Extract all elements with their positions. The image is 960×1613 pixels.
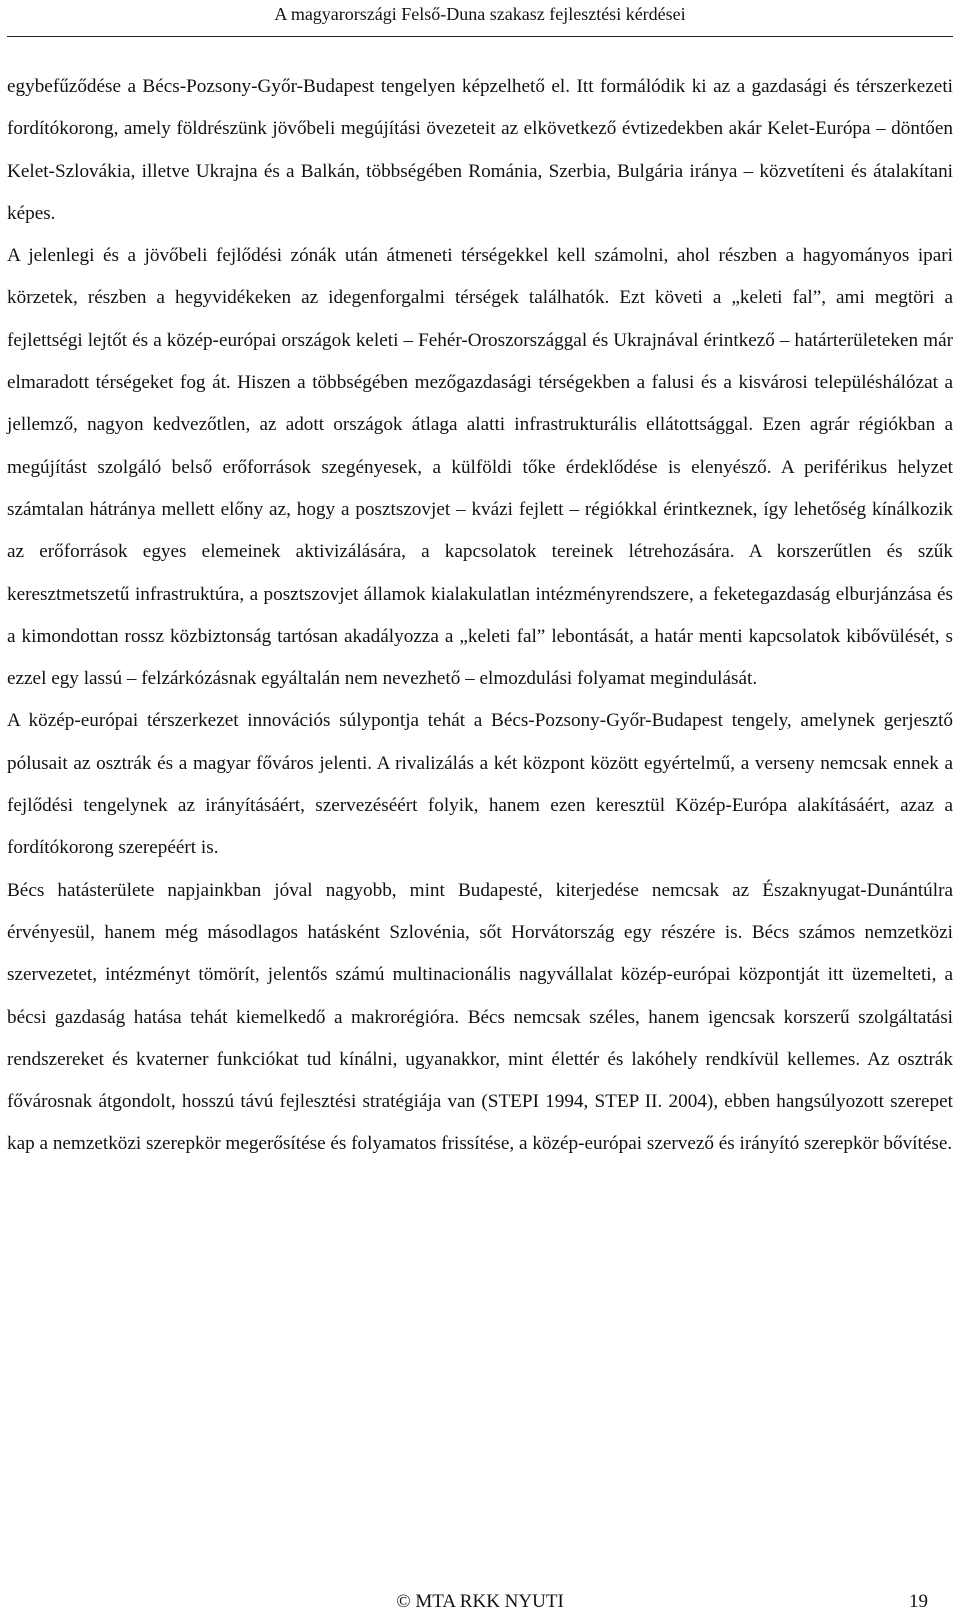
header-rule xyxy=(7,36,953,37)
paragraph: A jelenlegi és a jövőbeli fejlődési zónák után átmeneti térségekkel kell számolni, ahol részben a hagyományos ipari körzetek, részben a hegyvidékeken az idegenforgalmi térségek találhatók. Ezt követi a „keleti fal”, ami megtöri a fejlettségi lejtőt és a közép-európai országok keleti – Fehér-Oroszországgal és Ukrajnával érintkező – határterületeken már elmaradott térségeket fog át. Hiszen a többségében mezőgazdasági térségekben a falusi és a kisvárosi településhálózat a jellemző, nagyon kedvezőtlen, az adott országok átlaga alatti infrastrukturális ellátottsággal. Ezen agrár régiókban a megújítást szolgáló belső erőforrások szegényesek, a külföldi tőke érdeklődése is elenyésző. A periférikus helyzet számtalan hátránya mellett előny az, hogy a posztszovjet – kvázi fejlett – régiókkal érintkeznek, így lehetőség kínálkozik az erőforrások egyes elemeinek aktivizálására, a kapcsolatok tereinek létrehozására. A korszerűtlen és szűk keresztmetszetű infrastruktúra, a posztszovjet államok kialakulatlan intézményrendszere, a feketegazdaság elburjánzása és a kimondottan rossz közbiztonság tartósan akadályozza a „keleti fal” lebontását, a határ menti kapcsolatok kibővülését, s ezzel egy lassú – felzárkózásnak egyáltalán nem nevezhető – elmozdulási folyamat megindulását. xyxy=(7,245,953,690)
paragraph: Bécs hatásterülete napjainkban jóval nagyobb, mint Budapesté, kiterjedése nemcsak az Északnyugat-Dunántúlra érvényesül, hanem még másodlagos hatásként Szlovénia, sőt Horvátország egy részére is. Bécs számos nemzetközi szervezetet, intézményt tömörít, jelentős számú multinacionális nagyvállalat közép-európai központját itt üzemelteti, a bécsi gazdaság hatása tehát kiemelkedő a makrorégióra. Bécs nemcsak széles, hanem igencsak korszerű szolgáltatási rendszereket és kvaterner funkciókat tud kínálni, ugyanakkor, mint élettér és lakóhely rendkívül kellemes. Az osztrák fővárosnak átgondolt, hosszú távú fejlesztési stratégiája van (STEPI 1994, STEP II. 2004), ebben hangsúlyozott szerepet kap a nemzetközi szerepkör megerősítése és folyamatos frissítése, a közép-európai szervező és irányító szerepkör bővítése. xyxy=(7,879,953,1155)
page-footer xyxy=(0,1590,960,1613)
running-header xyxy=(0,0,960,26)
paragraph: egybefűződése a Bécs-Pozsony-Győr-Budapest tengelyen képzelhető el. Itt formálódik ki az a gazdasági és térszerkezeti fordítókorong, amely földrészünk jövőbeli megújítási övezeteit az elkövetkező évtizedekben akár Kelet-Európa – döntően Kelet-Szlovákia, illetve Ukrajna és a Balkán, többségében Románia, Szerbia, Bulgária iránya – közvetíteni és átalakítani képes. xyxy=(7,76,953,224)
running-header-title: A magyarországi Felső-Duna szakasz fejlesztési kérdései xyxy=(274,4,686,24)
body-text xyxy=(7,66,953,1166)
footer-copyright: © MTA RKK NYUTI xyxy=(396,1591,564,1612)
paragraph: A közép-európai térszerkezet innovációs súlypontja tehát a Bécs-Pozsony-Győr-Budapest tengely, amelynek gerjesztő pólusait az osztrák és a magyar főváros jelenti. A rivalizálás a két központ között egyértelmű, a verseny nemcsak ennek a fejlődési tengelynek az irányításáért, szervezéséért folyik, hanem ezen keresztül Közép-Európa alakításáért, azaz a fordítókorong szerepéért is. xyxy=(7,710,953,859)
page-number: 19 xyxy=(909,1591,928,1612)
